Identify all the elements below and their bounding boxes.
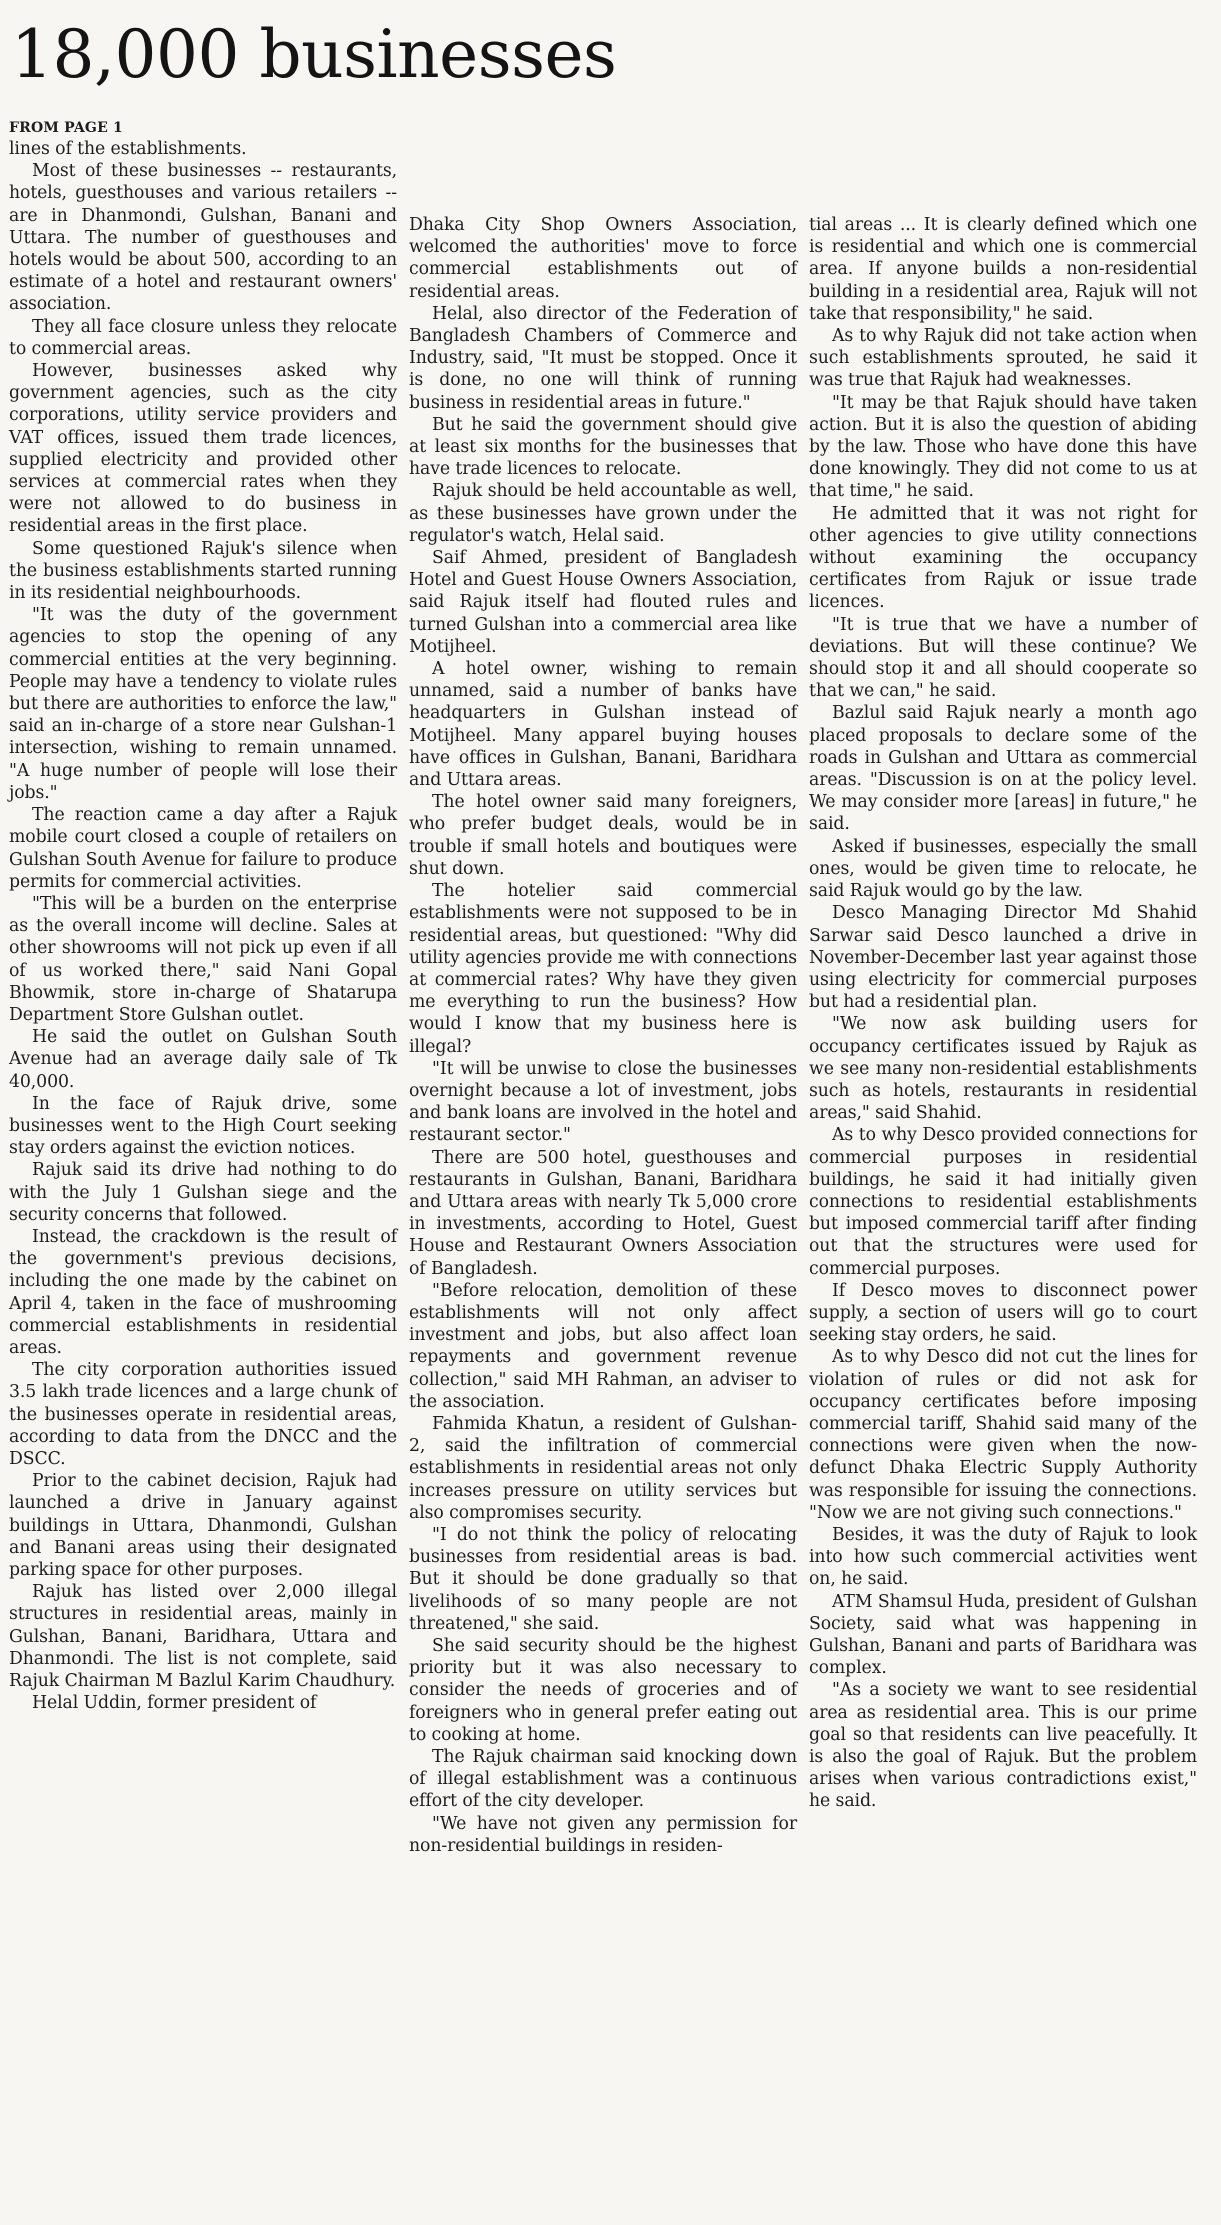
paragraph: "This will be a burden on the enterprise as the overall income will decline. Sales at other showrooms will not pick up even if all of us worked there," said Nani Gopal Bhowmik, store in-charge of Shatarupa Department Store Gulshan outlet. xyxy=(9,893,397,1025)
paragraph: Helal, also director of the Federation of Bangladesh Chambers of Commerce and Industry, said, "It must be stopped. Once it is done, no one will think of running business in residential areas in future." xyxy=(409,303,797,413)
paragraph: The city corporation authorities issued 3.5 lakh trade licences and a large chunk of the businesses operate in residential areas, according to data from the DNCC and the DSCC. xyxy=(9,1360,397,1469)
article-columns xyxy=(9,96,1211,1857)
paragraph: Fahmida Khatun, a resident of Gulshan- 2, said the infiltration of commercial establishments in residential areas not only increases pressure on utility services but also compromises security. xyxy=(409,1413,797,1523)
paragraph: Instead, the crackdown is the result of the government's previous decisions, including the one made by the cabinet on April 4, taken in the face of mushrooming commercial establishments in residential areas. xyxy=(9,1226,397,1358)
paragraph: Saif Ahmed, president of Bangladesh Hotel and Guest House Owners Association, said Rajuk itself had flouted rules and turned Gulshan into a commercial area like Motijheel. xyxy=(409,548,797,657)
paragraph: "It may be that Rajuk should have taken action. But it is also the question of abiding by the law. Those who have done this have done knowingly. They did not come to us at that time," he said. xyxy=(809,392,1197,502)
column-3 xyxy=(809,96,1209,1857)
paragraph: The Rajuk chairman said knocking down of illegal establishment was a continuous effort of the city developer. xyxy=(409,1747,797,1812)
paragraph: lines of the establishments. xyxy=(9,139,247,159)
paragraph: Bazlul said Rajuk nearly a month ago placed proposals to declare some of the roads in Gulshan and Uttara as commercial areas. "Discussion is on at the policy level. We may consider more [areas] in future," he said. xyxy=(809,703,1197,835)
paragraph: Some questioned Rajuk's silence when the business establishments started running in its residential neighbourhoods. xyxy=(9,538,397,604)
paragraph: Besides, it was the duty of Rajuk to look into how such commercial activities went on, he said. xyxy=(809,1524,1197,1590)
paragraph: As to why Rajuk did not take action when such establishments sprouted, he said it was true that Rajuk had weaknesses. xyxy=(809,326,1197,391)
continued-from-label: FROM PAGE 1 xyxy=(9,120,123,136)
column-1 xyxy=(9,96,409,1857)
paragraph: A hotel owner, wishing to remain unnamed, said a number of banks have headquarters in Gulshan instead of Motijheel. Many apparel buying houses have offices in Gulshan, Banani, Baridhara and Uttara areas. xyxy=(409,659,797,791)
paragraph: "I do not think the policy of relocating businesses from residential areas is bad. But it should be done gradually so that livelihoods of so many people are not threatened," she said. xyxy=(409,1524,797,1634)
paragraph: Asked if businesses, especially the small ones, would be given time to relocate, he said Rajuk would go by the law. xyxy=(809,836,1197,902)
paragraph: ATM Shamsul Huda, president of Gulshan Society, said what was happening in Gulshan, Banani and parts of Baridhara was complex. xyxy=(809,1591,1197,1679)
paragraph: "We now ask building users for occupancy certificates issued by Rajuk as we see many non-residential establishments such as hotels, restaurants in residential areas," said Shahid. xyxy=(809,1014,1197,1124)
paragraph: Dhaka City Shop Owners Association, welcomed the authorities' move to force commercial establishments out of residential areas. xyxy=(409,215,797,302)
paragraph: They all face closure unless they relocate to commercial areas. xyxy=(9,316,397,359)
paragraph: She said security should be the highest priority but it was also necessary to consider the needs of groceries and of foreigners who in general prefer eating out to cooking at home. xyxy=(409,1636,797,1745)
paragraph: As to why Desco did not cut the lines for violation of rules or did not ask for occupancy certificates before imposing commercial tariff, Shahid said many of the connections were given when the now-defunct Dhaka Electric Supply Authority was responsible for issuing the connections. "Now we are not giving such connections." xyxy=(809,1347,1197,1523)
paragraph: Rajuk should be held accountable as well, as these businesses have grown under the regulator's watch, Helal said. xyxy=(409,481,797,546)
paragraph: "It was the duty of the government agencies to stop the opening of any commercial entities at the very beginning. People may have a tendency to violate rules but there are authorities to enforce the law," said an in-charge of a store near Gulshan-1 intersection, wishing to remain unnamed. "A huge number of people will lose their jobs." xyxy=(9,605,397,803)
paragraph: Rajuk said its drive had nothing to do with the July 1 Gulshan siege and the security concerns that followed. xyxy=(9,1160,397,1225)
headline: 18,000 businesses xyxy=(11,16,617,93)
paragraph: But he said the government should give at least six months for the businesses that have trade licences to relocate. xyxy=(409,414,797,480)
paragraph: He admitted that it was not right for other agencies to give utility connections without examining the occupancy certificates from Rajuk or issue trade licences. xyxy=(809,503,1197,613)
paragraph: Desco Managing Director Md Shahid Sarwar said Desco launched a drive in November-December last year against those using electricity for commercial purposes but had a residential plan. xyxy=(809,903,1197,1013)
column-2 xyxy=(409,96,809,1857)
paragraph: As to why Desco provided connections for commercial purposes in residential buildings, he said it had initially given connections to residential establishments but imposed commercial tariff after finding out that the structures were used for commercial purposes. xyxy=(809,1125,1197,1279)
paragraph: Prior to the cabinet decision, Rajuk had launched a drive in January against buildings in Uttara, Dhanmondi, Gulshan and Banani areas using their designated parking space for other purposes. xyxy=(9,1471,397,1580)
paragraph: In the face of Rajuk drive, some businesses went to the High Court seeking stay orders against the eviction notices. xyxy=(9,1093,397,1159)
paragraph: "We have not given any permission for non-residential buildings in residen- xyxy=(409,1813,797,1856)
paragraph: Rajuk has listed over 2,000 illegal structures in residential areas, mainly in Gulshan, Banani, Baridhara, Uttara and Dhanmondi. The list is not complete, said Rajuk Chairman M Bazlul Karim Chaudhury. xyxy=(9,1582,397,1692)
paragraph: The hotel owner said many foreigners, who prefer budget deals, would be in trouble if small hotels and boutiques were shut down. xyxy=(409,792,797,879)
paragraph: The reaction came a day after a Rajuk mobile court closed a couple of retailers on Gulshan South Avenue for failure to produce permits for commercial activities. xyxy=(9,805,397,892)
paragraph: tial areas ... It is clearly defined which one is residential and which one is commercial area. If anyone builds a non-residential building in a residential area, Rajuk will not take that responsibility," he said. xyxy=(809,215,1197,324)
paragraph: However, businesses asked why government agencies, such as the city corporations, utility service providers and VAT offices, issued them trade licences, supplied electricity and provided other services at commercial rates when they were not allowed to do business in residential areas in the first place. xyxy=(9,361,397,537)
paragraph: He said the outlet on Gulshan South Avenue had an average daily sale of Tk 40,000. xyxy=(9,1027,397,1092)
paragraph: "As a society we want to see residential area as residential area. This is our prime goal so that residents can live peacefully. It is also the goal of Rajuk. But the problem arises when various contradictions exist," he said. xyxy=(809,1680,1197,1812)
paragraph: "It will be unwise to close the businesses overnight because a lot of investment, jobs and bank loans are involved in the hotel and restaurant sector." xyxy=(409,1058,797,1146)
paragraph: Most of these businesses -- restaurants, hotels, guesthouses and various retailers -- are in Dhanmondi, Gulshan, Banani and Uttara. The number of guesthouses and hotels would be about 500, according to an estimate of a hotel and restaurant owners' association. xyxy=(9,161,397,315)
paragraph: The hotelier said commercial establishments were not supposed to be in residential areas, but questioned: "Why did utility agencies provide me with connections at commercial rates? Why have they given me everything to run the business? How would I know that my business here is illegal? xyxy=(409,881,797,1057)
paragraph: There are 500 hotel, guesthouses and restaurants in Gulshan, Banani, Baridhara and Uttara areas with nearly Tk 5,000 crore in investments, according to Hotel, Guest House and Restaurant Owners Association of Bangladesh. xyxy=(409,1147,797,1279)
paragraph: "Before relocation, demolition of these establishments will not only affect investment and jobs, but also affect loan repayments and government revenue collection," said MH Rahman, an adviser to the association. xyxy=(409,1280,797,1412)
paragraph: Helal Uddin, former president of xyxy=(32,1693,317,1714)
paragraph: "It is true that we have a number of deviations. But will these continue? We should stop it and all should cooperate so that we can," he said. xyxy=(809,614,1197,702)
paragraph: If Desco moves to disconnect power supply, a section of users will go to court seeking stay orders, he said. xyxy=(809,1280,1197,1346)
